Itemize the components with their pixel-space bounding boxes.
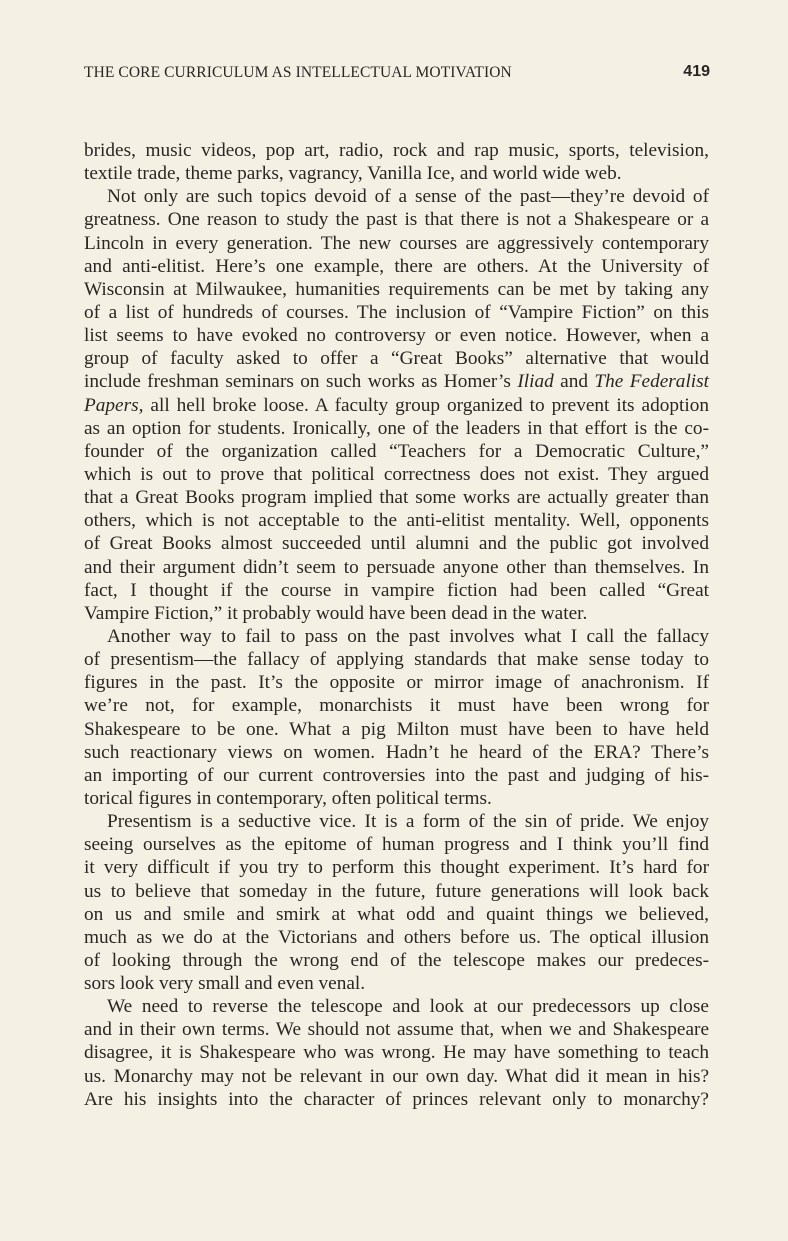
text-line: an importing of our current controversies into the past and judging of his- bbox=[84, 764, 709, 786]
text-line: Presentism is a seductive vice. It is a form of the sin of pride. We enjoy bbox=[107, 811, 709, 833]
text-line: Not only are such topics devoid of a sense of the past—they’re devoid of bbox=[107, 186, 709, 208]
paragraph bbox=[84, 810, 709, 995]
text-line: founder of the organization called “Teachers for a Democratic Culture,” bbox=[84, 440, 709, 462]
body-text bbox=[84, 139, 709, 1111]
running-header bbox=[84, 64, 710, 86]
text-line: us to believe that someday in the future, future generations will look back bbox=[84, 880, 709, 902]
text-line bbox=[84, 370, 709, 393]
text-segment: include freshman seminars on such works as Homer’s bbox=[84, 371, 518, 393]
text-line: which is out to prove that political correctness does not exist. They argued bbox=[84, 463, 709, 485]
text-line: Shakespeare to be one. What a pig Milton must have been to have held bbox=[84, 718, 709, 740]
italic-title: The Federalist bbox=[594, 371, 710, 393]
text-line: it very difficult if you try to perform this thought experiment. It’s hard for bbox=[84, 857, 709, 879]
paragraph bbox=[84, 995, 709, 1111]
text-line: group of faculty asked to offer a “Great Books” alternative that would bbox=[84, 348, 709, 370]
text-line: as an option for students. Ironically, one of the leaders in that effort is the co- bbox=[84, 417, 709, 439]
text-line: Wisconsin at Milwaukee, humanities requirements can be met by taking any bbox=[84, 278, 709, 300]
text-line: fact, I thought if the course in vampire fiction had been called “Great bbox=[84, 579, 709, 601]
text-line: much as we do at the Victorians and others before us. The optical illusion bbox=[84, 926, 709, 948]
text-line: figures in the past. It’s the opposite or mirror image of anachronism. If bbox=[84, 672, 709, 694]
paragraph bbox=[84, 139, 709, 185]
text-line: of looking through the wrong end of the telescope makes our predeces- bbox=[84, 949, 709, 971]
text-line bbox=[84, 394, 709, 417]
text-line: and anti-elitist. Here’s one example, there are others. At the University of bbox=[84, 255, 709, 277]
text-line: torical figures in contemporary, often political terms. bbox=[84, 787, 492, 809]
text-line: others, which is not acceptable to the anti-elitist mentality. Well, opponents bbox=[84, 510, 709, 532]
text-line: of a list of hundreds of courses. The inclusion of “Vampire Fiction” on this bbox=[84, 301, 709, 323]
text-line: brides, music videos, pop art, radio, rock and rap music, sports, television, bbox=[84, 140, 709, 161]
text-line: Are his insights into the character of princes relevant only to monarchy? bbox=[84, 1088, 709, 1110]
text-line: that a Great Books program implied that some works are actually greater than bbox=[84, 487, 709, 509]
text-line: of Great Books almost succeeded until alumni and the public got involved bbox=[84, 533, 709, 555]
text-line: disagree, it is Shakespeare who was wrong. He may have something to teach bbox=[84, 1042, 709, 1064]
text-line: seeing ourselves as the epitome of human progress and I think you’ll find bbox=[84, 834, 709, 856]
text-line: on us and smile and smirk at what odd and quaint things we believed, bbox=[84, 903, 709, 925]
text-line: Another way to fail to pass on the past involves what I call the fallacy bbox=[107, 625, 709, 647]
text-line: We need to reverse the telescope and look at our predecessors up close bbox=[107, 996, 709, 1018]
text-segment: all hell broke loose. A faculty group organized to prevent its adoption bbox=[143, 394, 709, 416]
page-number: 419 bbox=[683, 63, 710, 80]
italic-title: Papers, bbox=[84, 394, 144, 416]
text-line: and in their own terms. We should not assume that, when we and Shakespeare bbox=[84, 1019, 709, 1041]
italic-title: Iliad bbox=[517, 371, 554, 393]
paragraph bbox=[84, 185, 709, 625]
text-line: of presentism—the fallacy of applying standards that make sense today to bbox=[84, 649, 709, 671]
running-head-title: THE CORE CURRICULUM AS INTELLECTUAL MOTIVATION bbox=[84, 64, 512, 81]
text-line: and their argument didn’t seem to persuade anyone other than themselves. In bbox=[84, 556, 709, 578]
text-line: list seems to have evoked no controversy or even notice. However, when a bbox=[84, 325, 709, 347]
text-line: such reactionary views on women. Hadn’t he heard of the ERA? There’s bbox=[84, 741, 709, 763]
text-line: us. Monarchy may not be relevant in our own day. What did it mean in his? bbox=[84, 1065, 709, 1087]
text-line: Vampire Fiction,” it probably would have been dead in the water. bbox=[84, 602, 588, 624]
paragraph bbox=[84, 625, 709, 810]
text-line: textile trade, theme parks, vagrancy, Vanilla Ice, and world wide web. bbox=[84, 163, 622, 185]
text-line: Lincoln in every generation. The new courses are aggressively contemporary bbox=[84, 232, 709, 254]
text-line: we’re not, for example, monarchists it must have been wrong for bbox=[84, 695, 709, 717]
text-line: sors look very small and even venal. bbox=[84, 973, 366, 995]
text-segment: and bbox=[553, 371, 595, 393]
text-line: greatness. One reason to study the past is that there is not a Shakespeare or a bbox=[84, 209, 709, 231]
